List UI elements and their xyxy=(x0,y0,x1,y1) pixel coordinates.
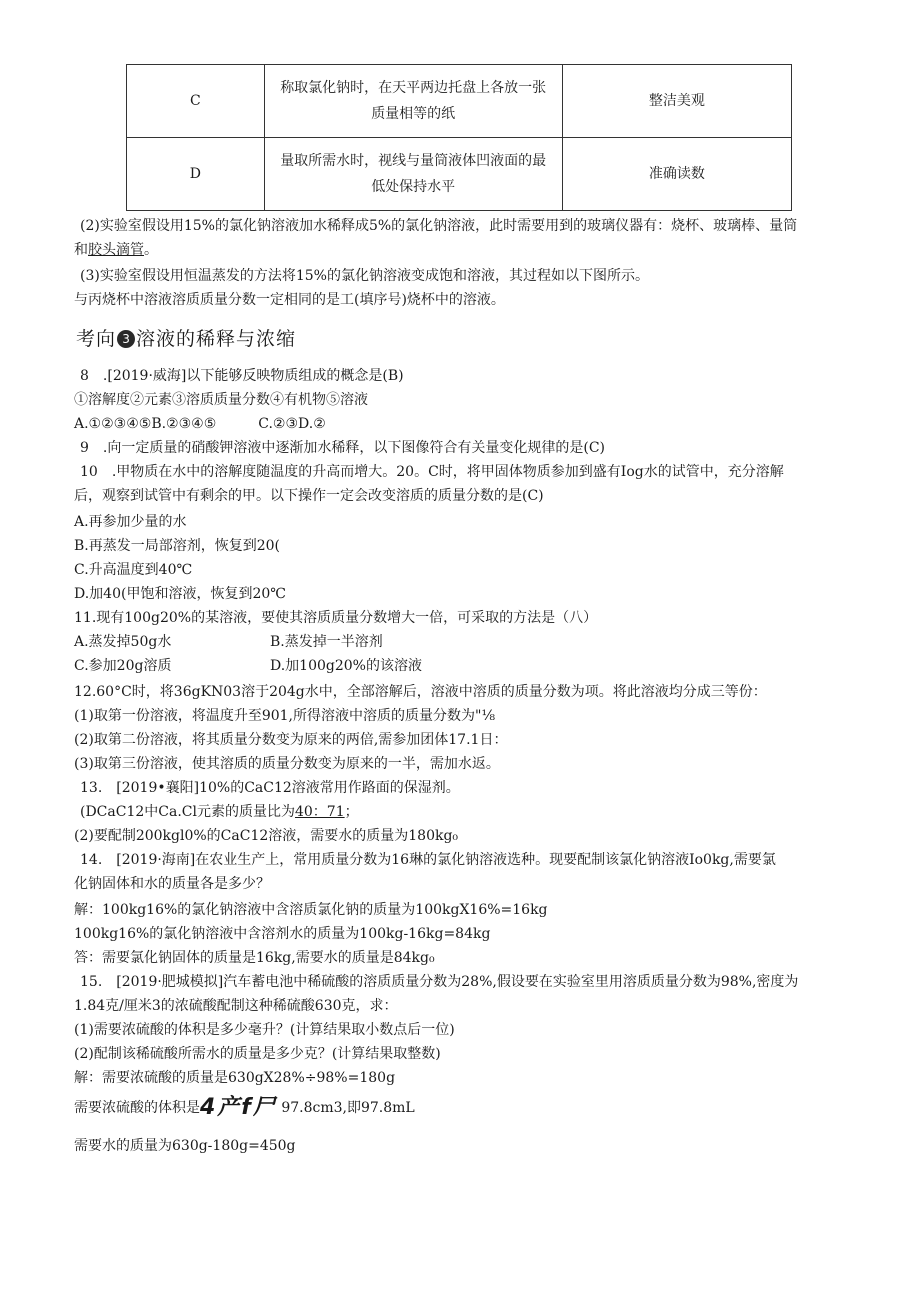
operation-line: 量取所需水时，视线与量筒液体凹液面的最 xyxy=(280,153,547,169)
section-number-badge: 3 xyxy=(117,330,135,348)
q9-stem: 9 .向一定质量的硝酸钾溶液中逐渐加水稀释，以下图像符合有关量变化规律的是(C) xyxy=(80,440,605,456)
q15-stem-1: 15. [2019·肥城模拟]汽车蓄电池中稀硫酸的溶质质量分数为28%,假设要在实验室里用溶质质量分数为98%,密度为 xyxy=(80,974,799,990)
q12-part3: (3)取第三份溶液，使其溶质的质量分数变为原来的一半，需加水返。 xyxy=(74,756,500,772)
q3-line1: (3)实验室假设用恒温蒸发的方法将15%的氯化钠溶液变成饱和溶液，其过程如以下图所示。 xyxy=(80,268,649,284)
q15-solution-2 xyxy=(74,1095,415,1120)
row-operation xyxy=(264,65,562,138)
q15-part1: (1)需要浓硫酸的体积是多少毫升？(计算结果取小数点后一位) xyxy=(74,1022,455,1038)
table-row xyxy=(127,65,792,138)
q10-option-d: D.加40(甲饱和溶液，恢复到20℃ xyxy=(74,586,286,602)
row-label: C xyxy=(127,65,265,138)
section-suffix-a: 溶液 xyxy=(136,328,177,350)
q3-line2: 与丙烧杯中溶液溶质质量分数一定相同的是工(填序号)烧杯中的溶液。 xyxy=(74,292,505,308)
q11-option-c: C.参加20g溶质 xyxy=(74,658,172,674)
q2-suffix: 。 xyxy=(144,242,158,258)
row-label: D xyxy=(127,138,265,211)
q11-stem: 11.现有100g20%的某溶液，要使其溶质质量分数增大一倍，可采取的方法是（八） xyxy=(74,610,598,626)
q8-options: A.①②③④⑤B.②③④⑤ C.②③D.② xyxy=(74,416,326,432)
q2-prefix: 和 xyxy=(74,242,88,258)
q10-option-c: C.升高温度到40℃ xyxy=(74,562,193,578)
q2-line1: (2)实验室假设用15%的氯化钠溶液加水稀释成5%的氯化钠溶液，此时需要用到的玻璃仪器有：烧杯、玻璃棒、量筒 xyxy=(80,218,798,234)
row-purpose: 整洁美观 xyxy=(562,65,791,138)
operation-line: 低处保持水平 xyxy=(371,179,456,195)
q13-part1-suffix: ； xyxy=(344,804,359,820)
q2-line2 xyxy=(74,240,158,260)
q12-part2: (2)取第二份溶液，将其质量分数变为原来的两倍,需参加团体17.1日： xyxy=(74,732,508,748)
q11-option-b: B.蒸发掉一半溶剂 xyxy=(270,634,383,650)
q14-solution-2: 100kg16%的氯化钠溶液中含溶剂水的质量为100kg-16kg=84kg xyxy=(74,926,491,942)
q15-solution-2-suffix: 97.8cm3,即97.8mL xyxy=(281,1100,415,1116)
handwritten-formula: 4产f尸 xyxy=(200,1095,277,1120)
q11-option-d: D.加100g20%的该溶液 xyxy=(270,658,422,674)
q13-stem: 13. [2019•襄阳]10%的CaC12溶液常用作路面的保湿剂。 xyxy=(80,780,460,796)
options-table xyxy=(126,64,792,211)
operation-line: 质量相等的纸 xyxy=(371,106,456,122)
row-operation xyxy=(264,138,562,211)
q13-part1-prefix: (DCaC12中Ca.Cl元素的质量比为 xyxy=(80,804,295,820)
section-title xyxy=(76,326,296,352)
q14-answer: 答：需要氯化钠固体的质量是16kg,需要水的质量是84kg₀ xyxy=(74,950,435,966)
q10-option-a: A.再参加少量的水 xyxy=(74,514,187,530)
q14-solution-1: 解：100kg16%的氯化钠溶液中含溶质氯化钠的质量为100kgX16%=16kg xyxy=(74,902,548,918)
section-prefix: 考向 xyxy=(76,328,117,350)
q11-option-a: A.蒸发掉50g水 xyxy=(74,634,172,650)
q12-part1: (1)取第一份溶液，将温度升至901,所得溶液中溶质的质量分数为"⅛ xyxy=(74,708,496,724)
q14-stem-2: 化钠固体和水的质量各是多少？ xyxy=(74,876,270,892)
q10-stem-1: 10 .甲物质在水中的溶解度随温度的升高而增大。20。C时，将甲固体物质参加到盛有Iog水的试管中，充分溶解 xyxy=(80,464,784,480)
q2-answer: 胶头滴管 xyxy=(88,242,144,258)
section-suffix-b: 的稀释与浓缩 xyxy=(176,328,297,350)
q10-stem-2: 后，观察到试管中有剩余的甲。以下操作一定会改变溶质的质量分数的是(C) xyxy=(74,488,544,504)
q14-stem-1: 14. [2019·海南]在农业生产上，常用质量分数为16琳的氯化钠溶液选种。现要配制该氯化钠溶液Io0kg,需要氯 xyxy=(80,852,776,868)
operation-line: 称取氯化钠时，在天平两边托盘上各放一张 xyxy=(280,80,547,96)
q8-stem: 8 .[2019·威海]以下能够反映物质组成的概念是(B) xyxy=(80,368,404,384)
row-purpose: 准确读数 xyxy=(562,138,791,211)
q13-part2: (2)要配制200kgl0%的CaC12溶液，需要水的质量为180kg₀ xyxy=(74,828,459,844)
q13-part1-answer: 40：71 xyxy=(294,804,345,820)
q15-solution-1: 解：需要浓硫酸的质量是630gX28%÷98%=180g xyxy=(74,1070,396,1086)
q15-solution-2-prefix: 需要浓硫酸的体积是 xyxy=(74,1100,200,1116)
q15-solution-3: 需要水的质量为630g-180g=450g xyxy=(74,1138,296,1154)
q12-stem: 12.60°C时，将36gKN03溶于204g水中，全部溶解后，溶液中溶质的质量分数为项。将此溶液均分成三等份： xyxy=(74,684,767,700)
table-row xyxy=(127,138,792,211)
q13-part1 xyxy=(80,802,359,822)
q15-part2: (2)配制该稀硫酸所需水的质量是多少克？(计算结果取整数) xyxy=(74,1046,441,1062)
q15-stem-2: 1.84克/厘米3的浓硫酸配制这种稀硫酸630克，求： xyxy=(74,998,398,1014)
q10-option-b: B.再蒸发一局部溶剂，恢复到20( xyxy=(74,538,281,554)
q8-list: ①溶解度②元素③溶质质量分数④有机物⑤溶液 xyxy=(74,392,368,408)
